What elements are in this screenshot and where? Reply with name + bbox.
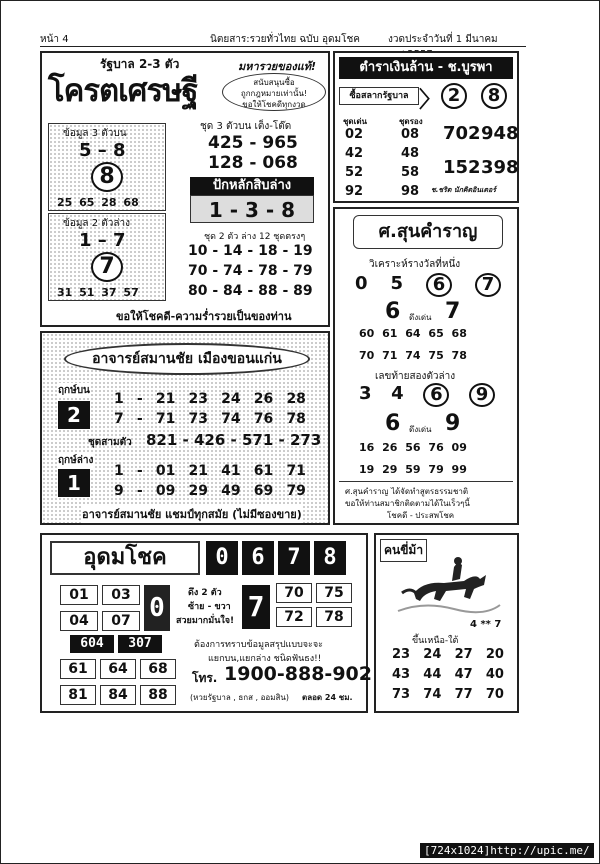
sun-sub2: เลขท้ายสองตัวล่าง (375, 371, 456, 382)
sun-low-digit: 4 (391, 383, 404, 404)
udom-bottom-cell: 84 (100, 685, 136, 705)
horse-cell: 43 (392, 667, 411, 682)
sun-top-digit: 7 (475, 273, 501, 297)
horse-cell: 44 (423, 667, 442, 682)
ajarn-upper-cell: 74 (221, 411, 241, 427)
udom-right-cell: 70 (276, 583, 312, 603)
udom-right-cell: 75 (316, 583, 352, 603)
udom-digit: 0 (206, 541, 238, 575)
udom-digit: 7 (278, 541, 310, 575)
ajarn-upper-cell: 71 (155, 411, 176, 427)
sun-top-digit: 6 (426, 273, 452, 297)
udom-panel (40, 533, 372, 713)
tamra-col1-head: ชุดเด่น (343, 117, 368, 126)
tamra-col1-value: 42 (345, 146, 364, 161)
udom-left-cell: 07 (102, 611, 140, 631)
ajarn-lower-cell: - (136, 483, 143, 499)
udom-phone: 1900-888-902 (224, 663, 372, 685)
sun-nums1-a: 60 61 64 65 68 (359, 327, 467, 340)
sun-low-digits (359, 383, 495, 407)
udom-left-cell: 04 (60, 611, 98, 631)
udom-phone-note: (หวยรัฐบาล , ธกส , ออมสิน) (190, 693, 289, 702)
ajarn-set3-label: ชุดสามตัว (88, 437, 132, 448)
horse-tag: 4 ** 7 (470, 619, 502, 630)
tamra-big3: 152 (443, 157, 481, 178)
ajarn-lower-cell: 71 (286, 463, 306, 479)
horse-cell: 47 (454, 667, 473, 682)
ajarn-upper-cell: 21 (155, 391, 176, 407)
udom-mid-digit: 0 (144, 585, 170, 631)
header-rule (40, 46, 526, 47)
udom-hours: ตลอด 24 ชม. (302, 693, 353, 702)
tamra-col1-value: 52 (345, 165, 364, 180)
page-header (40, 28, 526, 48)
udom-right-cell: 72 (276, 607, 312, 627)
ajarn-upper-cell: 78 (286, 411, 306, 427)
tamra-buy-label: ซื้อสลากรัฐบาล (339, 87, 419, 105)
ajarn-lower-cell: 01 (155, 463, 176, 479)
kros-tens-label: ปักหลักสิบล่าง (190, 177, 314, 195)
udom-digit: 6 (242, 541, 274, 575)
ajarn-upper-row1 (114, 391, 306, 407)
kros-bubble-line: ขอให้โชคดีทุกงวด (242, 100, 306, 109)
kros-set3-line1: 425 - 965 (208, 133, 298, 153)
horse-row3 (392, 687, 504, 702)
issue-date: งวดประจำวันที่ 1 มีนาคม (388, 34, 498, 45)
kros-title: โครตเศรษฐี (48, 73, 198, 109)
sun-note3: โชคดี - ประสพโชค (387, 511, 455, 520)
tamra-col2-head: ชุดรอง (399, 117, 423, 126)
kros-three-digit-box (48, 123, 166, 211)
page-number: หน้า 4 (40, 34, 69, 45)
udom-digit: 8 (314, 541, 346, 575)
watermark-tag: [724x1024]http://upic.me/ (420, 843, 594, 858)
ajarn-panel (40, 331, 330, 525)
kros-slogan: มหารวยของแท้! (238, 60, 317, 73)
ajarn-footer: อาจารย์สมานชัย แชมป์ทุกสมัย (ไม่มีซองขาย) (82, 505, 302, 523)
sun-dom2-b: 9 (445, 411, 461, 436)
udom-phone-prefix: โทร. (192, 671, 218, 685)
kros-tens-value: 1 - 3 - 8 (190, 195, 314, 223)
tamra-col1 (345, 125, 363, 201)
udom-info1: ต้องการทราบข้อมูลสรุปแบบจะจะ (194, 640, 324, 650)
horse-rider-icon (394, 553, 504, 617)
udom-bottom-cell: 64 (100, 659, 136, 679)
ajarn-lower-row2 (114, 483, 306, 499)
udom-right-cell: 78 (316, 607, 352, 627)
kros-two-digit-box (48, 213, 166, 301)
sun-dom2-a: 6 (385, 411, 401, 436)
horse-row2 (392, 667, 504, 682)
horse-cell: 27 (454, 647, 473, 662)
sun-nums2-b: 19 29 59 79 99 (359, 463, 467, 476)
ajarn-title: อาจารย์สมานชัย เมืองขอนแก่น (64, 343, 310, 375)
ajarn-lower-cell: 1 (114, 463, 124, 479)
udom-bottom-cell: 68 (140, 659, 176, 679)
udom-note-a: ดึง 2 ตัว (188, 588, 222, 598)
ajarn-set3-values: 821 - 426 - 571 - 273 (146, 431, 322, 449)
kros-d3-main: 8 (91, 162, 123, 192)
tamra-sign: ช.ชริต นักคิดอินเตอร์ (431, 186, 497, 194)
ajarn-upper-cell: 76 (253, 411, 274, 427)
kros-d2-label: ข้อมูล 2 ตัวล่าง (63, 218, 131, 229)
ajarn-lower-row1 (114, 463, 306, 479)
kros-d2-nums: 31 51 37 57 (57, 286, 139, 299)
ajarn-upper-cell: - (136, 391, 143, 407)
horse-cell: 20 (485, 647, 504, 662)
ajarn-lower-cell: 29 (188, 483, 208, 499)
tamra-col2-value: 58 (401, 165, 420, 180)
sun-dom1-b: 7 (445, 299, 461, 324)
udom-note-c: สวยมากมั่นใจ! (176, 616, 235, 626)
udom-bar-left: 604 (70, 635, 114, 653)
horse-panel (374, 533, 519, 713)
udom-big-digit: 7 (242, 585, 270, 629)
magazine-name: นิตยสาร:รวยทั่วไทย ฉบับ อุดมโชค (210, 34, 360, 45)
sun-note2: ขอให้ท่านสมาชิกติดตามได้ในเร็วๆนี้ (345, 499, 470, 508)
ajarn-upper-cell: 28 (286, 391, 306, 407)
tamra-col2-value: 98 (401, 184, 420, 199)
udom-left-cell: 03 (102, 585, 140, 605)
ajarn-lower-label: ฤกษ์ล่าง (58, 455, 94, 466)
horse-cell: 74 (423, 687, 442, 702)
kros-set2-line1: 10 - 14 - 18 - 19 (188, 243, 313, 259)
ajarn-upper-cell: 23 (188, 391, 208, 407)
ajarn-lower-cell: 61 (253, 463, 274, 479)
tamra-key1: 2 (441, 83, 467, 109)
ajarn-upper-cell: 26 (253, 391, 274, 407)
kros-d3-label: ข้อมูล 3 ตัวบน (63, 128, 127, 139)
tamra-big2: 948 (481, 123, 519, 144)
ajarn-upper-cell: 24 (221, 391, 241, 407)
udom-bottom-cell: 81 (60, 685, 96, 705)
horse-caption: ขึ้นเหนือ-ใต้ (412, 636, 459, 646)
kros-bubble-line: ถูกกฎหมายเท่านั้น! (240, 89, 308, 98)
ajarn-lower-cell: 21 (188, 463, 208, 479)
sun-low-digit: 6 (423, 383, 449, 407)
udom-title: อุดมโชค (50, 541, 200, 575)
sun-title: ศ.สุนคำราญ (353, 215, 503, 249)
horse-cell: 23 (392, 647, 411, 662)
ajarn-lower-cell: - (136, 463, 143, 479)
udom-note-b: ซ้าย - ขวา (188, 602, 231, 612)
udom-info2: แยกบน,แยกล่าง ชนิดฟันธง!! (208, 654, 322, 664)
sun-nums2-a: 16 26 56 76 09 (359, 441, 467, 454)
ajarn-lower-cell: 69 (253, 483, 274, 499)
kros-bubble-line: สนับสนุนซื้อ (253, 78, 295, 87)
horse-cell: 40 (485, 667, 504, 682)
kros-bubble (222, 73, 326, 111)
sun-divider (339, 481, 513, 482)
ajarn-upper-cell: 7 (114, 411, 124, 427)
ajarn-upper-cell: 1 (114, 391, 124, 407)
sun-top-digit: 5 (390, 273, 404, 294)
horse-title: คนขี่ม้า (380, 539, 427, 562)
tamra-title: ตำราเงินล้าน - ช.บูรพา (339, 57, 513, 79)
ajarn-upper-digit: 2 (58, 401, 90, 429)
kros-top-label: รัฐบาล 2-3 ตัว (100, 57, 180, 71)
tamra-panel (333, 51, 519, 203)
horse-cell: 73 (392, 687, 411, 702)
sun-top-digits (355, 273, 501, 297)
tamra-col2-value: 48 (401, 146, 420, 161)
ajarn-upper-cell: 73 (188, 411, 208, 427)
sun-note1: ศ.สุนคำราญ ได้จัดทำสูตรธรรมชาติ (345, 487, 469, 496)
ajarn-upper-label: ฤกษ์บน (58, 385, 90, 396)
sun-dom1-mid: ดึงเด่น (409, 313, 432, 322)
tamra-big4: 398 (481, 157, 519, 178)
sun-nums1-b: 70 71 74 75 78 (359, 349, 467, 362)
kros-set2-line2: 70 - 74 - 78 - 79 (188, 263, 313, 279)
tamra-col2 (401, 125, 419, 201)
ajarn-lower-cell: 09 (155, 483, 176, 499)
horse-row1 (392, 647, 504, 662)
ajarn-lower-cell: 49 (221, 483, 241, 499)
kros-set2-label: ชุด 2 ตัว ล่าง 12 ชุดตรงๆ (204, 232, 306, 242)
ajarn-upper-row2 (114, 411, 306, 427)
tamra-col1-value: 02 (345, 127, 364, 142)
kros-d3-pair: 5 – 8 (79, 140, 126, 161)
udom-left-cell: 01 (60, 585, 98, 605)
kros-set3-label: ชุด 3 ตัวบน เต็ง-โต๊ด (200, 121, 292, 132)
udom-bottom-cell: 61 (60, 659, 96, 679)
horse-cell: 77 (454, 687, 473, 702)
ajarn-lower-cell: 79 (286, 483, 306, 499)
tamra-col1-value: 92 (345, 184, 364, 199)
tamra-col2-value: 08 (401, 127, 420, 142)
arrow-right-icon: 〉 (419, 88, 442, 113)
sun-panel (333, 207, 519, 525)
kros-footer: ขอให้โชคดี-ความร่ำรวยเป็นของท่าน (116, 310, 292, 323)
sun-dom2-mid: ดึงเด่น (409, 425, 432, 434)
tamra-key2: 8 (481, 83, 507, 109)
kros-set3-line2: 128 - 068 (208, 153, 298, 173)
ajarn-lower-digit: 1 (58, 469, 90, 497)
ajarn-upper-cell: - (136, 411, 143, 427)
sun-sub1: วิเคราะห์รางวัลที่หนึ่ง (369, 259, 461, 270)
kros-d2-pair: 1 – 7 (79, 230, 126, 251)
sun-low-digit: 3 (359, 383, 372, 404)
ajarn-lower-cell: 9 (114, 483, 124, 499)
horse-cell: 24 (423, 647, 442, 662)
horse-cell: 70 (485, 687, 504, 702)
kros-setthi-panel (40, 51, 330, 327)
kros-d2-main: 7 (91, 252, 123, 282)
kros-d3-nums: 25 65 28 68 (57, 196, 139, 209)
udom-bottom-cell: 88 (140, 685, 176, 705)
tamra-big1: 702 (443, 123, 481, 144)
sun-low-digit: 9 (469, 383, 495, 407)
udom-bar-right: 307 (118, 635, 162, 653)
sun-dom1-a: 6 (385, 299, 401, 324)
sun-top-digit: 0 (355, 273, 368, 294)
kros-set2-line3: 80 - 84 - 88 - 89 (188, 283, 313, 299)
ajarn-lower-cell: 41 (221, 463, 241, 479)
